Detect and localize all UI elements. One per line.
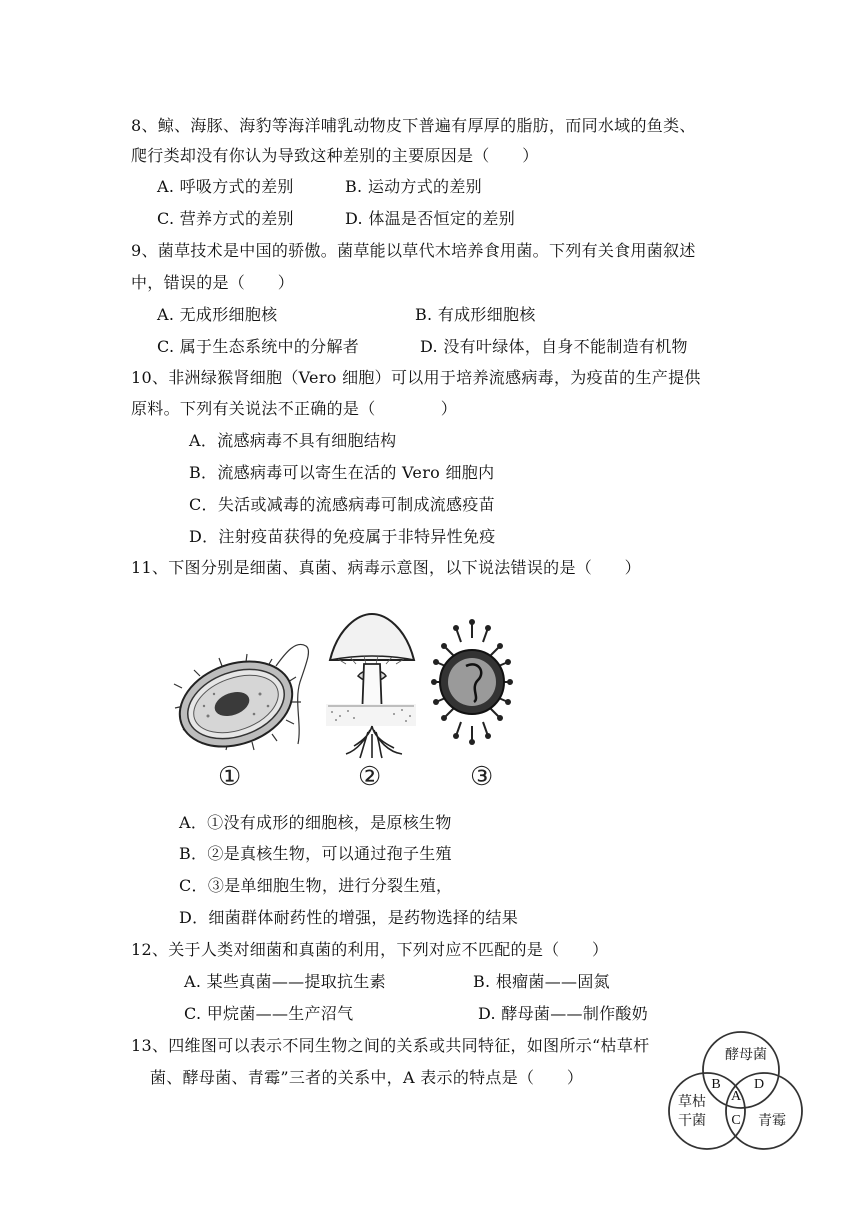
q11-stem: 11、下图分别是细菌、真菌、病毒示意图，以下说法错误的是（ ） (131, 558, 641, 577)
figure-label-1: ① (218, 762, 242, 792)
venn-label-left-1: 草枯 (678, 1095, 706, 1110)
q10-option-c: C．失活或减毒的流感病毒可制成流感疫苗 (189, 495, 495, 514)
venn-region-a: A (730, 1089, 742, 1104)
q10-stem-line-2: 原料。下列有关说法不正确的是（ ） (131, 399, 458, 418)
q9-option-b: B. 有成形细胞核 (415, 305, 536, 324)
q8-option-c: C. 营养方式的差别 (157, 209, 294, 228)
q8-option-b: B. 运动方式的差别 (345, 177, 482, 196)
q8-stem-line-2: 爬行类却没有你认为导致这种差别的主要原因是（ ） (131, 146, 539, 165)
q11-option-d: D．细菌群体耐药性的增强，是药物选择的结果 (179, 908, 519, 927)
figure-label-2: ② (358, 762, 382, 792)
q8-option-d: D. 体温是否恒定的差别 (345, 209, 516, 228)
bacterium-figure (168, 632, 326, 756)
q11-option-b: B．②是真核生物，可以通过孢子生殖 (179, 844, 452, 863)
figure-label-3: ③ (470, 762, 494, 792)
q11-option-c: C．③是单细胞生物，进行分裂生殖， (179, 876, 453, 895)
q9-option-c: C. 属于生态系统中的分解者 (157, 337, 360, 356)
venn-diagram (664, 1028, 804, 1154)
q12-stem: 12、关于人类对细菌和真菌的利用，下列对应不匹配的是（ ） (131, 940, 609, 959)
q12-option-a: A. 某些真菌——提取抗生素 (184, 972, 386, 991)
venn-region-b: B (711, 1077, 721, 1092)
q13-stem-line-1: 13、四维图可以表示不同生物之间的关系或共同特征，如图所示“枯草杆 (131, 1036, 650, 1055)
q8-stem-line-1: 8、鲸、海豚、海豹等海洋哺乳动物皮下普遍有厚厚的脂肪，而同水域的鱼类、 (131, 116, 696, 135)
q10-stem-line-1: 10、非洲绿猴肾细胞（Vero 细胞）可以用于培养流感病毒，为疫苗的生产提供 (131, 368, 701, 387)
q11-option-a: A．①没有成形的细胞核，是原核生物 (179, 813, 452, 832)
venn-label-left-2: 干菌 (678, 1114, 706, 1129)
q9-stem-line-2: 中，错误的是（ ） (131, 273, 295, 292)
venn-label-top: 酵母菌 (725, 1048, 767, 1063)
q10-option-d: D．注射疫苗获得的免疫属于非特异性免疫 (189, 527, 496, 546)
q9-option-a: A. 无成形细胞核 (157, 305, 278, 324)
q8-option-a: A. 呼吸方式的差别 (157, 177, 294, 196)
q10-option-a: A．流感病毒不具有细胞结构 (189, 431, 397, 450)
q13-stem-line-2: 菌、酵母菌、青霉”三者的关系中，A 表示的特点是（ ） (150, 1068, 584, 1087)
venn-label-right: 青霉 (758, 1114, 786, 1129)
q10-option-b: B．流感病毒可以寄生在活的 Vero 细胞内 (189, 463, 495, 482)
venn-region-c: C (731, 1113, 741, 1128)
virus-figure (430, 614, 514, 748)
q12-option-d: D. 酵母菌——制作酸奶 (478, 1004, 649, 1023)
venn-region-d: D (753, 1077, 765, 1092)
q12-option-b: B. 根瘤菌——固氮 (473, 972, 610, 991)
venn-circle-bacillus (669, 1073, 745, 1149)
q9-stem-line-1: 9、菌草技术是中国的骄傲。菌草能以草代木培养食用菌。下列有关食用菌叙述 (131, 241, 696, 260)
mushroom-figure (324, 608, 418, 760)
q12-option-c: C. 甲烷菌——生产沼气 (184, 1004, 354, 1023)
q9-option-d: D. 没有叶绿体，自身不能制造有机物 (420, 337, 688, 356)
